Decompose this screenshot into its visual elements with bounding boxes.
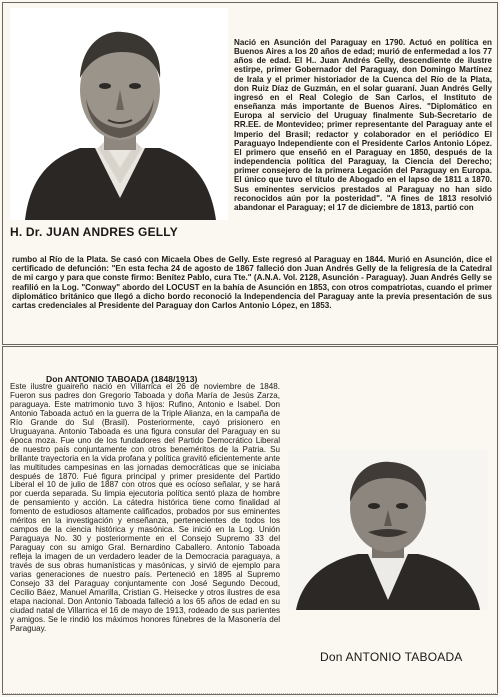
- taboada-bio: Este ilustre guaireño nació en Villarrica el 26 de noviembre de 1848. Fueron sus padres don Gregorio Taboada y doña María de Jesús Zarza, paraguaya. Este matrimonio tuvo 3 hijos: Rufino, Antonio e Isabel. Don Antonio Taboada actuó en la guerra de la Triple Alianza, en la campaña de Río Grande do Sul (Brasil). Posteriormente, cayó prisionero en Uruguayana. Antonio Taboada es una figura consular del Paraguay en su época moza. Fue uno de los fundadores del Partido Democrático Liberal de nuestro país conjuntamente con otros beneméritos de la Patria. Su brillante trayectoria en la vida profana y política gravitó eficientemente ante las multitudes campesinas en las jornadas democráticas que se iniciaba después de 1870. Fué figura principal y primer presidente del Partido Liberal el 10 de julio de 1887 con otros que es ocioso señalar, y se hará por cuerda separada. Su limpia ejecutoria política sentó plaza de hombre de pensamiento y acción. La cátedra histórica tiene como finalidad al fomento de estudiosos altamente calificados, probados por sus eminentes méritos en la investigación y enseñanza, pertenecientes de todos los campos de la ciencia histórica y masónica. Se inició en la Log. Unión Paraguaya No. 30 y posteriormente en el Consejo Supremo 33 del Paraguay con su amigo Gral. Bernardino Caballero. Antonio Taboada refleja la imagen de un verdadero leader de la Democracia paraguaya, a través de sus obras humanísticas y masónicas, y sirvió de ejemplo para varias generaciones de nuestro país. Perteneció en 1895 al Supremo Consejo 33 del Paraguay conjuntamente con José Segundo Decoud, Cecilio Báez, Manuel Amarilla, Cristian G. Heisecke y otros ilustres de esa etapa nacional. Don Antonio Taboada falleció a los 65 años de edad en su ciudad natal de Villarrica el 16 de mayo de 1913, rodeado de sus parientes y amigos. Se le rindió los máximos honores fúnebres de la Masonería del Paraguay.: [10, 382, 280, 633]
- taboada-title: Don ANTONIO TABOADA (1848/1913): [46, 374, 198, 384]
- gelly-bio-continuation: rumbo al Río de la Plata. Se casó con Micaela Obes de Gelly. Este regresó al Paraguay en 1844. Murió en Asunción, dice el certificado de defunción: "En esta fecha 24 de agosto de 1867 falleció don Juan Andrés Gelly de la feligresía de la Catedral de mi cargo y para que conste firmo: Benítez Pablo, cura Tte." (A.N.A. Vol. 2128, Asunción - Paraguay). Juan Andrés Gelly se reafilió en la Log. "Conway" abordo del LOCUST en la bahía de Asunción en 1853, con otros compatriotas, cuando el primer diplomático británico que llegó a dicho bordo reconoció la Independencia del Paraguay ante la previa presentación de sus cartas credenciales al Presidente del Paraguay don Carlos Antonio López, en 1853.: [12, 255, 492, 311]
- gelly-portrait: [10, 8, 228, 220]
- taboada-portrait: [288, 450, 488, 610]
- bottom-border: [2, 689, 498, 694]
- gelly-caption: H. Dr. JUAN ANDRES GELLY: [10, 225, 178, 239]
- gelly-bio-right-column: Nació en Asunción del Paraguay en 1790. Actuó en política en Buenos Aires a los 20 años de edad; murió de enfermedad a los 77 años de edad. El H.. Juan Andrés Gelly, descendiente de ilustre estirpe, primer Gobernador del Paraguay, don Domingo Martínez de Irala y el primer historiador de la Cuenca del Río de la Plata, don Ruiz Díaz de Guzmán, en el solar guaraní. Juan Andrés Gelly ingresó en el Real Colegio de San Carlos, el Instituto de enseñanza más importante de Buenos Aires. "Diplomático en Europa al servicio del Uruguay finalmente Sub-Secretario de RR.EE. de Montevideo; primer representante del Paraguay ante el Imperio del Brasil; redactor y colaborador en el periódico El Paraguayo Independiente con el Presidente Carlos Antonio López. El primero que enseñó en el Paraguay en 1850, después de la independencia política del Paraguay, la Ciencia del Derecho; primer consejero de la primera Legación del Paraguay en Europa. El único que tuvo el título de Abogado en el lapso de 1811 a 1870. Sus eminentes servicios prestados al Paraguay no han sido reconocidos aún por la posteridad". "A fines de 1813 resolvió abandonar el Paraguay; el 17 de diciembre de 1813, partió con: [234, 38, 492, 212]
- taboada-caption: Don ANTONIO TABOADA: [320, 650, 463, 664]
